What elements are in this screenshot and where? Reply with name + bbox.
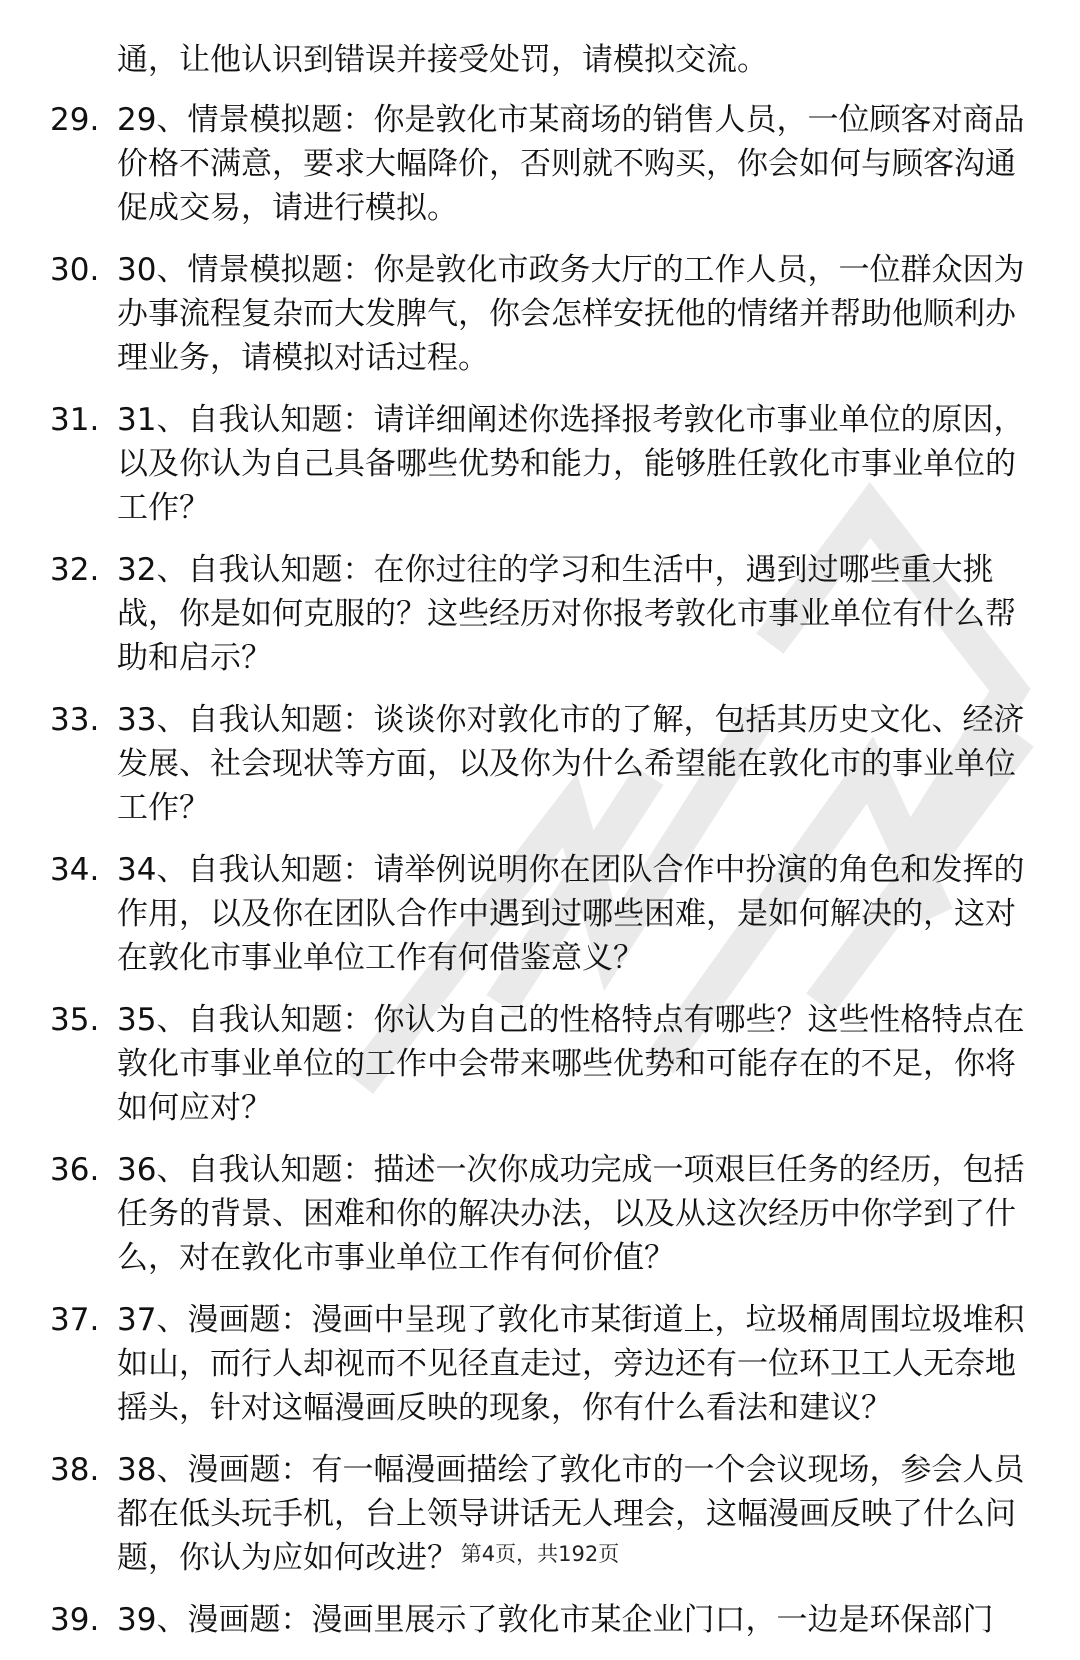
question-list — [0, 98, 1080, 1660]
question-number: 37. — [50, 1302, 100, 1338]
question-text: 38、漫画题：有一幅漫画描绘了敦化市的一个会议现场，参会人员都在低头玩手机，台上领导讲话无人理会，这幅漫画反映了什么问题，你认为应如何改进？ — [117, 1452, 1025, 1576]
question-item — [0, 1148, 1080, 1280]
question-number: 29. — [50, 102, 100, 138]
question-text: 30、情景模拟题：你是敦化市政务大厅的工作人员，一位群众因为办事流程复杂而大发脾气，你会怎样安抚他的情绪并帮助他顺利办理业务，请模拟对话过程。 — [117, 252, 1025, 376]
question-text: 29、情景模拟题：你是敦化市某商场的销售人员，一位顾客对商品价格不满意，要求大幅降价，否则就不购买，你会如何与顾客沟通促成交易，请进行模拟。 — [117, 102, 1025, 226]
question-text: 33、自我认知题：谈谈你对敦化市的了解，包括其历史文化、经济发展、社会现状等方面，以及你为什么希望能在敦化市的事业单位工作？ — [117, 702, 1025, 826]
question-item — [0, 1598, 1080, 1642]
continuation-text: 通，让他认识到错误并接受处罚，请模拟交流。 — [117, 42, 768, 78]
question-item — [0, 398, 1080, 530]
question-number: 32. — [50, 552, 100, 588]
question-text: 31、自我认知题：请详细阐述你选择报考敦化市事业单位的原因，以及你认为自己具备哪些优势和能力，能够胜任敦化市事业单位的工作？ — [117, 402, 1025, 526]
question-number: 39. — [50, 1602, 100, 1638]
question-item — [0, 548, 1080, 680]
question-number: 38. — [50, 1452, 100, 1488]
question-text: 39、漫画题：漫画里展示了敦化市某企业门口，一边是环保部门 — [117, 1602, 994, 1638]
question-number: 34. — [50, 852, 100, 888]
question-item — [0, 98, 1080, 230]
question-item — [0, 698, 1080, 830]
question-item — [0, 998, 1080, 1130]
question-text: 37、漫画题：漫画中呈现了敦化市某街道上，垃圾桶周围垃圾堆积如山，而行人却视而不见径直走过，旁边还有一位环卫工人无奈地摇头，针对这幅漫画反映的现象，你有什么看法和建议？ — [117, 1302, 1025, 1426]
question-text: 34、自我认知题：请举例说明你在团队合作中扮演的角色和发挥的作用，以及你在团队合作中遇到过哪些困难，是如何解决的，这对在敦化市事业单位工作有何借鉴意义？ — [117, 852, 1025, 976]
question-number: 30. — [50, 252, 100, 288]
question-text: 35、自我认知题：你认为自己的性格特点有哪些？这些性格特点在敦化市事业单位的工作中会带来哪些优势和可能存在的不足，你将如何应对？ — [117, 1002, 1025, 1126]
question-item — [0, 1298, 1080, 1430]
question-number: 35. — [50, 1002, 100, 1038]
question-text: 36、自我认知题：描述一次你成功完成一项艰巨任务的经历，包括任务的背景、困难和你的解决办法，以及从这次经历中你学到了什么，对在敦化市事业单位工作有何价值？ — [117, 1152, 1025, 1276]
question-number: 36. — [50, 1152, 100, 1188]
question-number: 33. — [50, 702, 100, 738]
question-number: 31. — [50, 402, 100, 438]
page-footer: 第4页，共192页 — [460, 1542, 620, 1566]
question-text: 32、自我认知题：在你过往的学习和生活中，遇到过哪些重大挑战，你是如何克服的？这些经历对你报考敦化市事业单位有什么帮助和启示？ — [117, 552, 1016, 676]
question-item — [0, 848, 1080, 980]
question-item — [0, 248, 1080, 380]
